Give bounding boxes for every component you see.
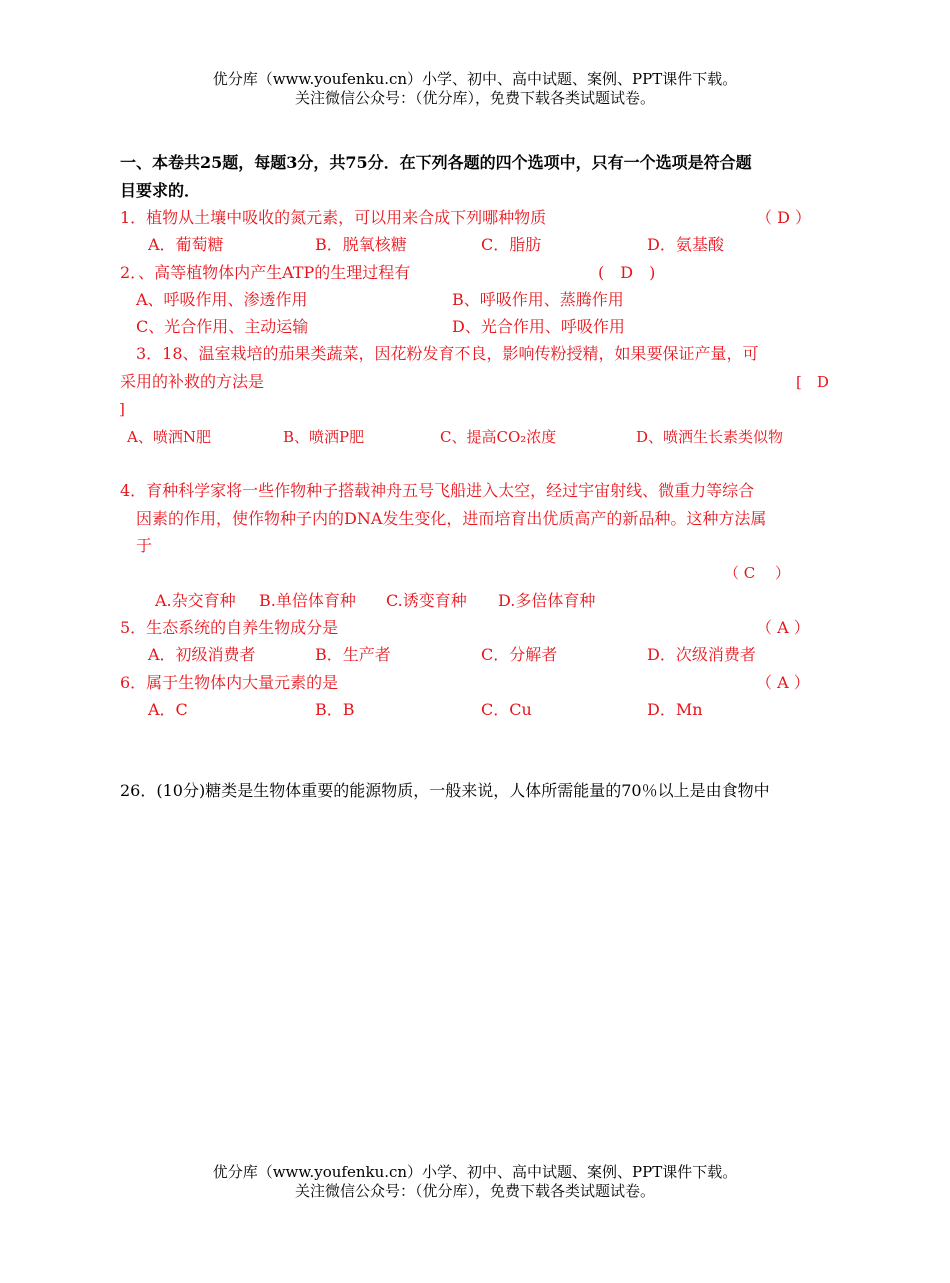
question-6-answer: （ A ）	[756, 673, 810, 692]
footer-line-2: 关注微信公众号：（优分库），免费下载各类试题试卷。	[294, 1182, 655, 1200]
header-line-2: 关注微信公众号：（优分库），免费下载各类试题试卷。	[294, 89, 655, 107]
question-4-stem-line-2: 因素的作用，使作物种子内的DNA发生变化，进而培育出优质高产的新品种。这种方法属	[136, 509, 767, 528]
question-3-option-a: A、喷洒N肥	[127, 428, 211, 446]
question-3-option-d: D、喷洒生长素类似物	[636, 428, 784, 446]
question-5-answer: （ A ）	[756, 618, 810, 637]
question-2-stem: 2．、高等植物体内产生ATP的生理过程有	[120, 263, 411, 282]
header-line-1: 优分库（www.youfenku.cn）小学、初中、高中试题、案例、PPT课件下载。	[212, 70, 738, 88]
question-4-answer: （ C ）	[724, 564, 791, 582]
question-5-option-b: B．生产者	[315, 645, 391, 664]
question-1-option-b: B．脱氧核糖	[315, 235, 407, 254]
question-1-answer: （ D ）	[756, 208, 812, 227]
page-footer	[0, 1163, 950, 1201]
section-intro-line-1: 一、本卷共25题，每题3分，共75分．在下列各题的四个选项中，只有一个选项是符合题	[120, 153, 752, 172]
question-1-option-a: A．葡萄糖	[148, 235, 224, 254]
question-2-answer: ( D )	[598, 263, 656, 282]
question-2-option-a: A、呼吸作用、渗透作用	[136, 290, 308, 309]
question-4-option-b: B.单倍体育种	[259, 591, 356, 610]
question-4-stem-line-3: 于	[136, 536, 153, 555]
question-5-option-a: A．初级消费者	[148, 645, 256, 664]
page-header	[0, 70, 950, 108]
question-3-option-c: C、提高CO₂浓度	[440, 428, 557, 446]
question-2-option-d: D、光合作用、呼吸作用	[452, 317, 625, 336]
section-intro-line-2: 目要求的．	[120, 181, 201, 200]
question-6-option-b: B．B	[315, 700, 355, 719]
question-5-stem: 5．生态系统的自养生物成分是	[120, 618, 339, 637]
question-6-option-d: D．Mn	[647, 700, 703, 719]
question-3-answer-close: ]	[119, 400, 125, 418]
question-2-option-c: C、光合作用、主动运输	[136, 317, 309, 336]
question-2-option-b: B、呼吸作用、蒸腾作用	[452, 290, 624, 309]
question-5-option-d: D．次级消费者	[647, 645, 756, 664]
question-4-option-c: C.诱变育种	[386, 591, 467, 610]
question-5-option-c: C．分解者	[481, 645, 558, 664]
footer-line-1: 优分库（www.youfenku.cn）小学、初中、高中试题、案例、PPT课件下载。	[212, 1163, 738, 1181]
question-3-option-b: B、喷洒P肥	[283, 428, 365, 446]
question-4-stem-line-1: 4．育种科学家将一些作物种子搭载神舟五号飞船进入太空，经过宇宙射线、微重力等综合	[120, 481, 755, 500]
question-4-option-a: A.杂交育种	[155, 591, 236, 610]
question-3-answer-open: [ D	[796, 373, 829, 391]
question-3-stem-line-2: 采用的补救的方法是	[120, 372, 265, 391]
question-1-option-c: C．脂肪	[481, 235, 542, 254]
question-6-stem: 6．属于生物体内大量元素的是	[120, 673, 339, 692]
question-6-option-c: C．Cu	[481, 700, 532, 719]
question-4-option-d: D.多倍体育种	[498, 591, 596, 610]
question-26-text: 26．(10分)糖类是生物体重要的能源物质，一般来说，人体所需能量的70％以上是由食物中	[120, 781, 770, 800]
question-1-option-d: D．氨基酸	[647, 235, 724, 254]
question-6-option-a: A．C	[148, 700, 188, 719]
question-3-stem-line-1: 3．18、温室栽培的茄果类蔬菜，因花粉发育不良，影响传粉授精，如果要保证产量，可	[136, 344, 759, 363]
question-1-stem: 1．植物从土壤中吸收的氮元素，可以用来合成下列哪种物质	[120, 208, 547, 227]
